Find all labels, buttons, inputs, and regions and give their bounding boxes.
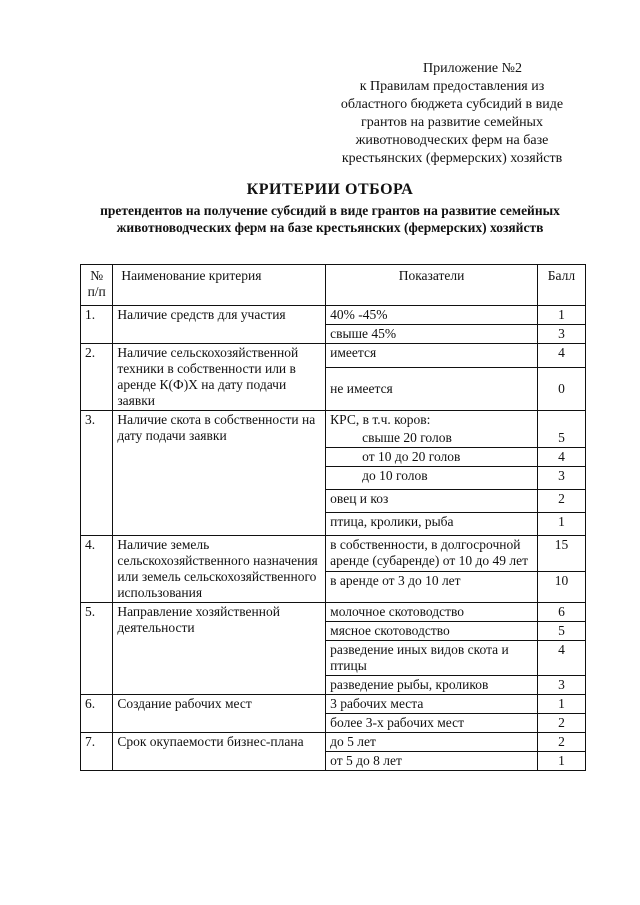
row-indicator: мясное скотоводство bbox=[326, 622, 538, 641]
row-score: 4 bbox=[537, 448, 585, 467]
row-num: 6. bbox=[81, 695, 113, 733]
row-indicator: до 5 лет bbox=[326, 733, 538, 752]
row-score: 15 bbox=[537, 536, 585, 572]
document-title bbox=[70, 180, 590, 236]
appendix-line: крестьянских (фермерских) хозяйств bbox=[341, 151, 563, 166]
appendix-line: областного бюджета субсидий в виде bbox=[340, 97, 564, 112]
row-indicator: от 5 до 8 лет bbox=[326, 752, 538, 771]
row-indicator: в собственности, в долгосрочной аренде (субаренде) от 10 до 49 лет bbox=[326, 536, 538, 572]
row-score: 3 bbox=[537, 467, 585, 490]
row-indicator: молочное скотоводство bbox=[326, 603, 538, 622]
row-score: 6 bbox=[537, 603, 585, 622]
row-score: 0 bbox=[537, 368, 585, 411]
row-indicator: более 3-х рабочих мест bbox=[326, 714, 538, 733]
row-num: 1. bbox=[81, 306, 113, 344]
row-num: 4. bbox=[81, 536, 113, 603]
row-num: 5. bbox=[81, 603, 113, 695]
row-indicator: от 10 до 20 голов bbox=[326, 448, 538, 467]
row-indicator: 40% -45% bbox=[326, 306, 538, 325]
row-score: 2 bbox=[537, 714, 585, 733]
row-score: 3 bbox=[537, 676, 585, 695]
table-row bbox=[81, 536, 586, 572]
appendix-block bbox=[312, 60, 592, 168]
appendix-number: Приложение №2 bbox=[423, 61, 522, 76]
row-score: 2 bbox=[537, 490, 585, 513]
title-subtitle: претендентов на получение субсидий в виде грантов на развитие семейных животноводческих ферм на базе крестьянских (фермерских) хозяйств bbox=[100, 203, 560, 235]
criteria-table bbox=[80, 264, 586, 771]
header-indicators: Показатели bbox=[326, 265, 538, 306]
row-indicator: разведение иных видов скота и птицы bbox=[326, 641, 538, 676]
row-score: 1 bbox=[537, 306, 585, 325]
row-score: 4 bbox=[537, 641, 585, 676]
row-num: 7. bbox=[81, 733, 113, 771]
row-num: 2. bbox=[81, 344, 113, 411]
table-row bbox=[81, 603, 586, 622]
row-indicator: свыше 20 голов bbox=[326, 429, 538, 448]
row-criterion: Наличие сельскохозяйственной техники в собственности или в аренде К(Ф)Х на дату подачи заявки bbox=[113, 344, 326, 411]
row-criterion: Срок окупаемости бизнес-плана bbox=[113, 733, 326, 771]
row-score: 2 bbox=[537, 733, 585, 752]
row-criterion: Создание рабочих мест bbox=[113, 695, 326, 733]
row-score: 5 bbox=[537, 429, 585, 448]
table-row bbox=[81, 411, 586, 430]
table-row bbox=[81, 733, 586, 752]
appendix-line: грантов на развитие семейных bbox=[361, 115, 543, 130]
row-indicator: птица, кролики, рыба bbox=[326, 513, 538, 536]
row-criterion: Наличие скота в собственности на дату подачи заявки bbox=[113, 411, 326, 536]
row-score: 3 bbox=[537, 325, 585, 344]
row-indicator: 3 рабочих места bbox=[326, 695, 538, 714]
row-criterion: Направление хозяйственной деятельности bbox=[113, 603, 326, 695]
row-indicator: свыше 45% bbox=[326, 325, 538, 344]
title-heading: КРИТЕРИИ ОТБОРА bbox=[246, 181, 414, 198]
table-header-row bbox=[81, 265, 586, 306]
row-score: 10 bbox=[537, 572, 585, 603]
row-criterion: Наличие средств для участия bbox=[113, 306, 326, 344]
row-score: 1 bbox=[537, 513, 585, 536]
header-name: Наименование критерия bbox=[113, 265, 326, 306]
row-score: 1 bbox=[537, 695, 585, 714]
table-row bbox=[81, 695, 586, 714]
appendix-line: животноводческих ферм на базе bbox=[355, 133, 549, 148]
row-indicator: овец и коз bbox=[326, 490, 538, 513]
row-num: 3. bbox=[81, 411, 113, 536]
row-indicator: имеется bbox=[326, 344, 538, 368]
row-score: 1 bbox=[537, 752, 585, 771]
row-indicator: КРС, в т.ч. коров: bbox=[326, 411, 538, 430]
row-indicator: разведение рыбы, кроликов bbox=[326, 676, 538, 695]
row-score: 4 bbox=[537, 344, 585, 368]
table-row bbox=[81, 306, 586, 325]
row-indicator: не имеется bbox=[326, 368, 538, 411]
row-indicator: в аренде от 3 до 10 лет bbox=[326, 572, 538, 603]
row-score: 5 bbox=[537, 622, 585, 641]
header-score: Балл bbox=[537, 265, 585, 306]
row-indicator: до 10 голов bbox=[326, 467, 538, 490]
header-num: № п/п bbox=[81, 265, 113, 306]
row-criterion: Наличие земель сельскохозяйственного назначения или земель сельскохозяйственного использования bbox=[113, 536, 326, 603]
table-row bbox=[81, 344, 586, 368]
appendix-line: к Правилам предоставления из bbox=[359, 79, 545, 94]
row-score bbox=[537, 411, 585, 430]
